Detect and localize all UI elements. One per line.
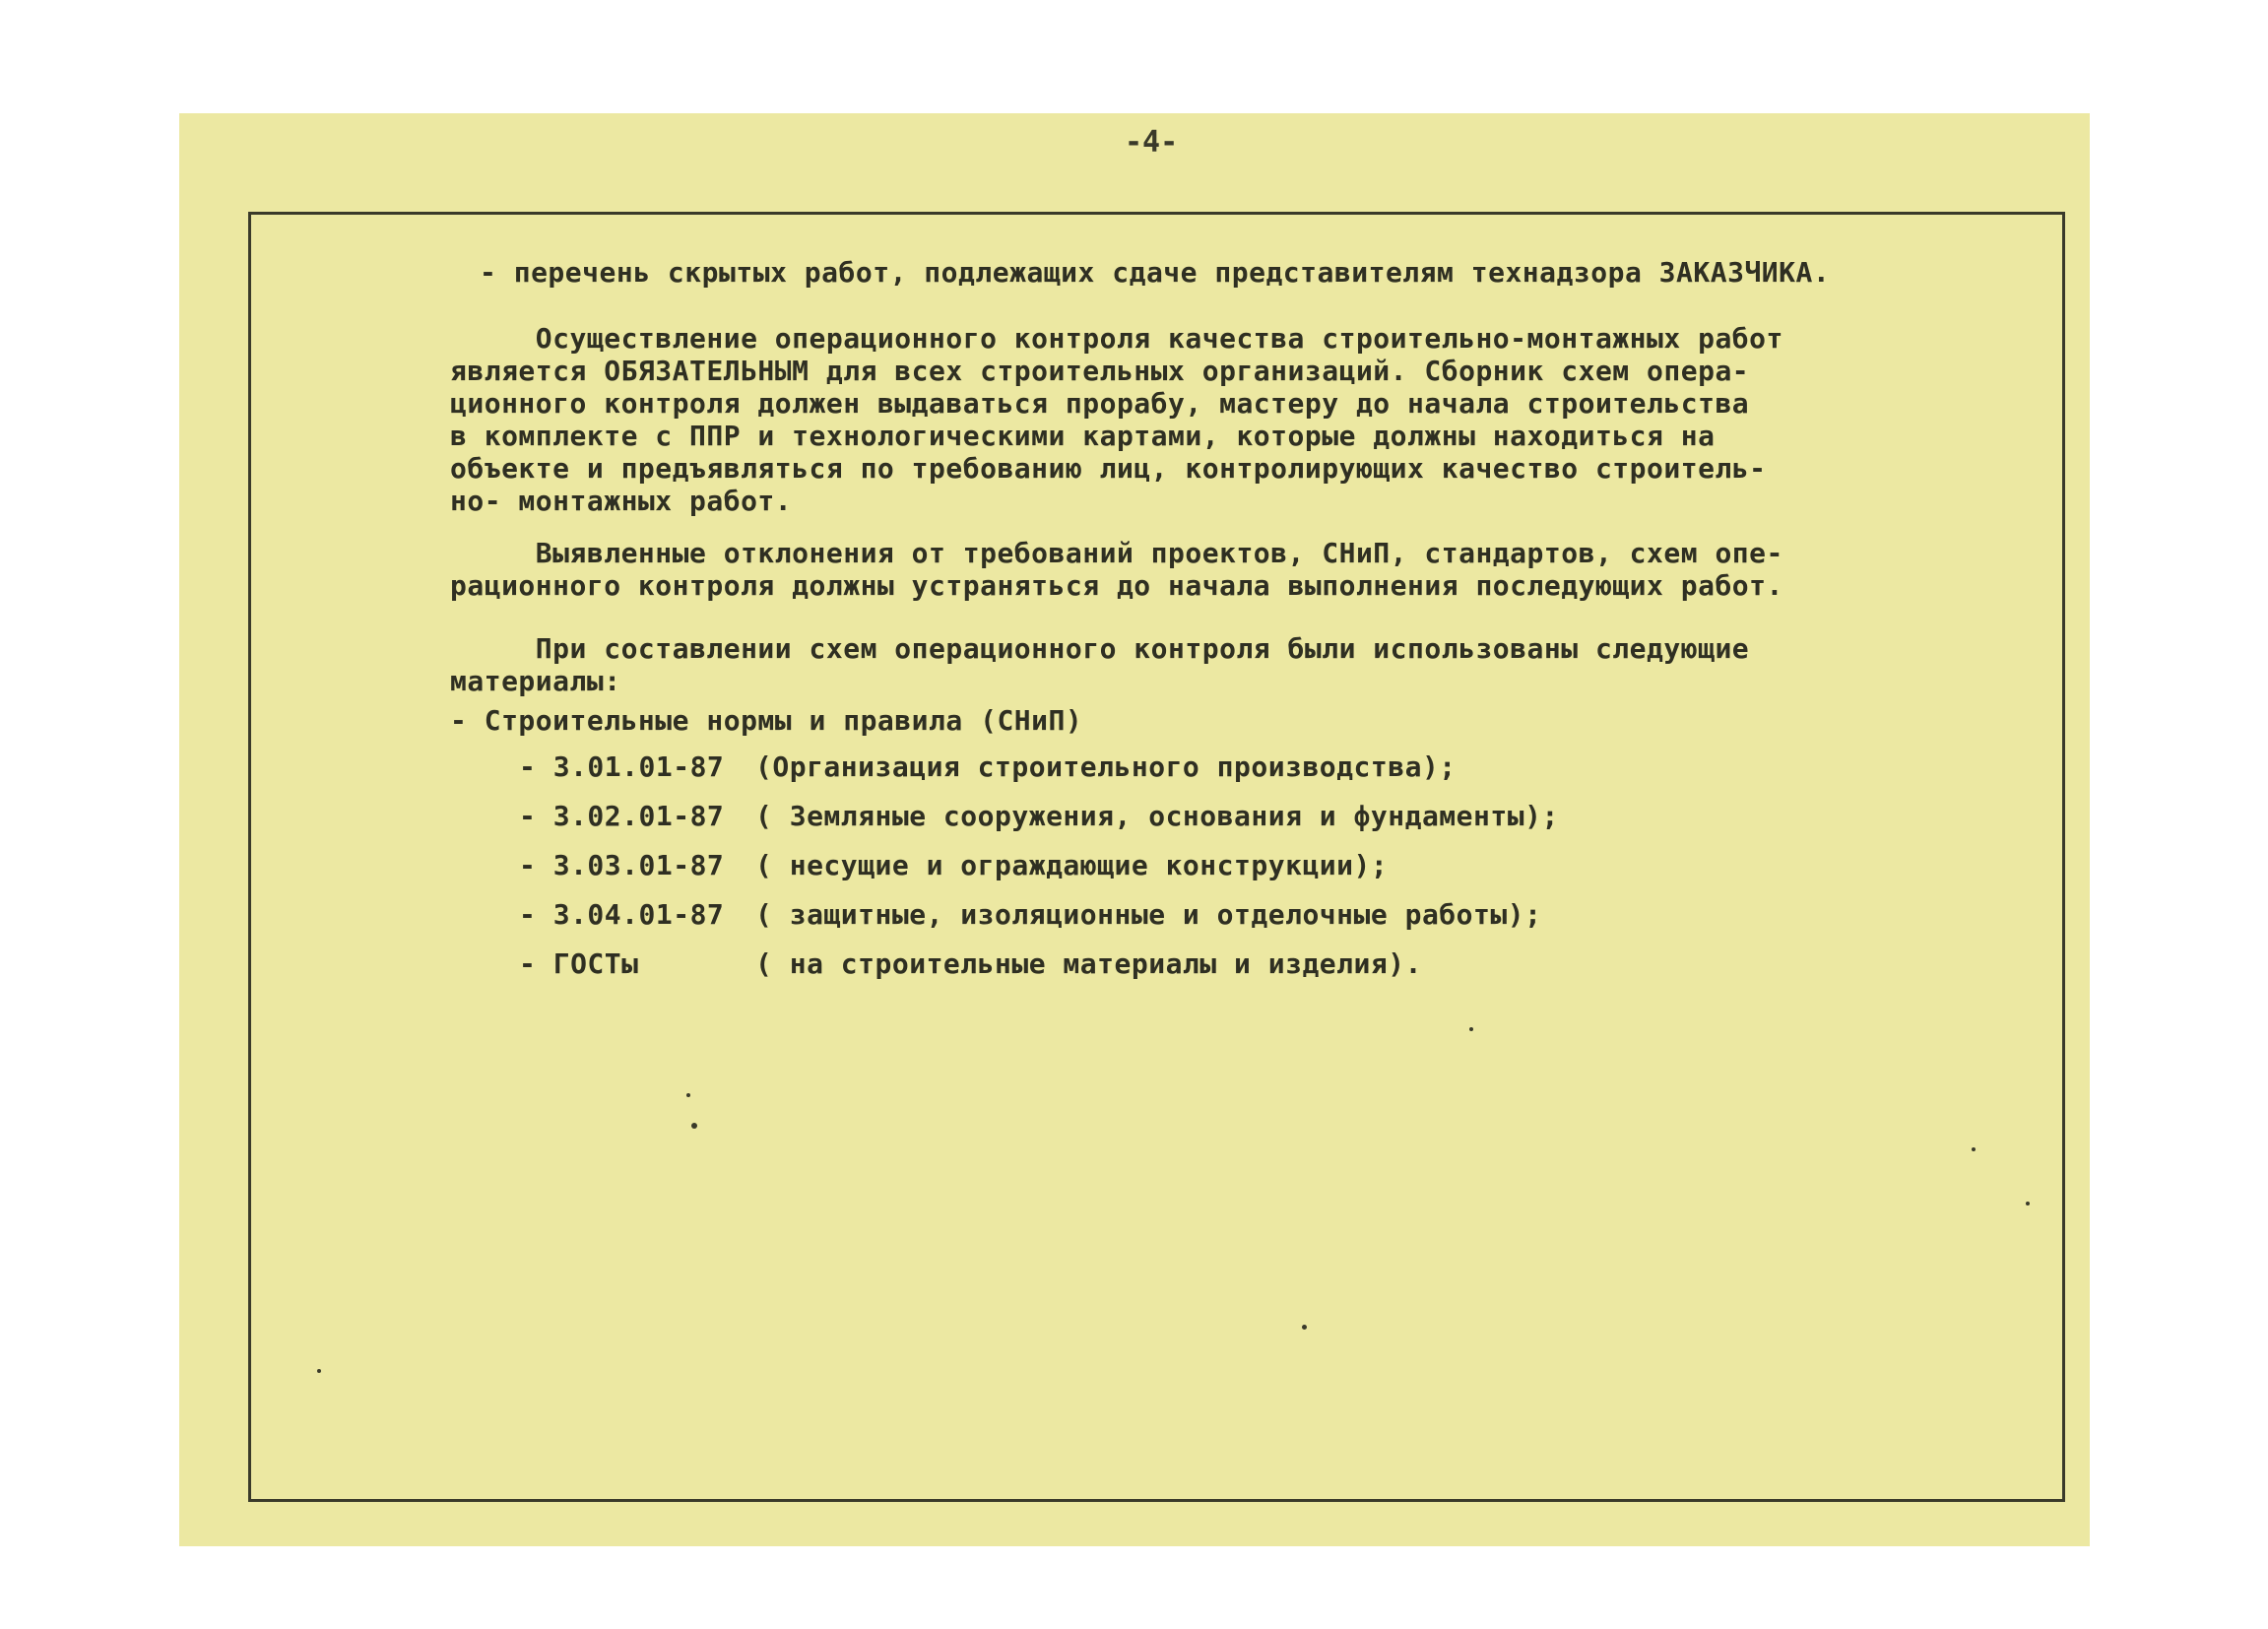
paragraph-line: но- монтажных работ. [450,485,793,517]
reference-item [519,898,1898,938]
paragraph-line: в комплекте с ППР и технологическими картами, которые должны находиться на [450,420,1716,452]
reference-item [519,750,1898,790]
scan-speck [686,1093,690,1097]
scan-speck [1302,1325,1307,1330]
document-page [179,113,2090,1546]
paragraph-line: является ОБЯЗАТЕЛЬНЫМ для всех строительных организаций. Сборник схем опера- [450,355,1750,387]
reference-description: ( на строительные материалы и изделия). [755,947,1422,980]
paragraph-line: объекте и предъявляться по требованию лиц, контролирующих качество строитель- [450,452,1767,485]
reference-item [519,849,1898,888]
page-number: -4- [1125,125,1179,160]
paragraph-line: Осуществление операционного контроля качества строительно-монтажных работ [450,322,1783,355]
paragraph-line: ционного контроля должен выдаваться прорабу, мастеру до начала строительства [450,387,1750,420]
reference-code: - ГОСТы [519,947,639,980]
reference-item [519,947,1898,987]
intro-line: - перечень скрытых работ, подлежащих сдаче представителям технадзора ЗАКАЗЧИКА. [480,256,1831,289]
scan-speck [317,1369,321,1373]
reference-description: ( несущие и ограждающие конструкции); [755,849,1389,881]
reference-code: - 3.01.01-87 [519,750,725,783]
scan-speck [1469,1027,1473,1031]
reference-description: ( Земляные сооружения, основания и фундаменты); [755,800,1559,832]
reference-description: ( защитные, изоляционные и отделочные работы); [755,898,1542,931]
paragraph-line: Выявленные отклонения от требований проектов, СНиП, стандартов, схем опе- [450,537,1783,569]
reference-item [519,800,1898,839]
reference-description: (Организация строительного производства); [755,750,1457,783]
paragraph-line: материалы: [450,665,621,697]
reference-code: - 3.02.01-87 [519,800,725,832]
reference-code: - 3.03.01-87 [519,849,725,881]
scan-speck [691,1123,697,1129]
scan-speck [1972,1147,1976,1151]
norms-heading: - Строительные нормы и правила (СНиП) [450,704,1083,737]
paragraph-line: При составлении схем операционного контроля были использованы следующие [450,632,1750,665]
scan-speck [2026,1202,2030,1205]
reference-code: - 3.04.01-87 [519,898,725,931]
paragraph-line: рационного контроля должны устраняться до начала выполнения последующих работ. [450,569,1783,602]
